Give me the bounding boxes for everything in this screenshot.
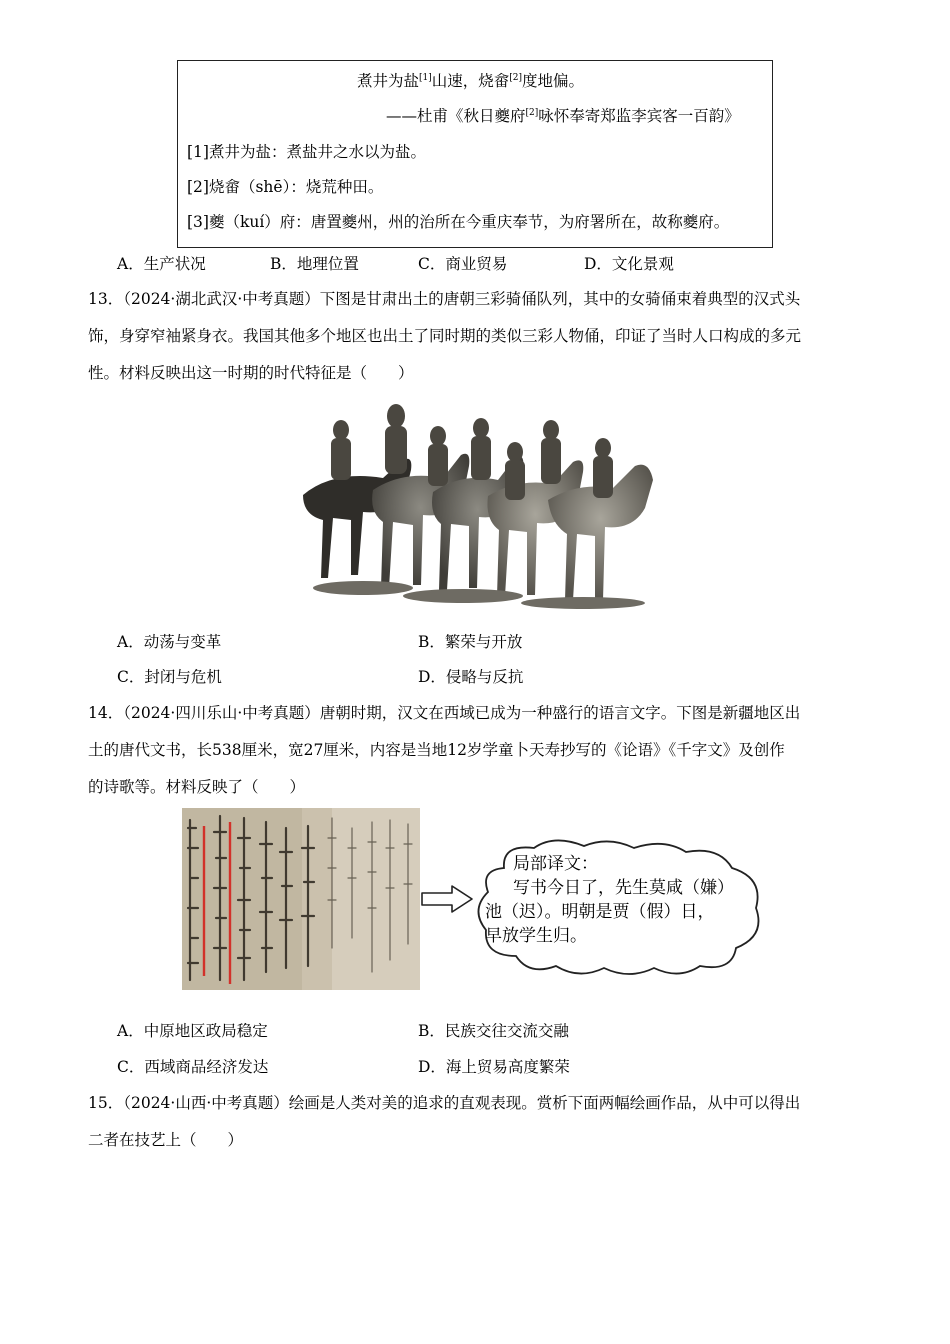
q12-option-a[interactable]: A．生产状况 [117, 255, 206, 273]
q12-option-b[interactable]: B．地理位置 [270, 255, 359, 273]
q14-stem-line: 土的唐代文书，长538厘米，宽27厘米，内容是当地12岁学童卜天寿抄写的《论语》《千字文》及创作 [88, 741, 785, 759]
q13-option-c[interactable]: C．封闭与危机 [117, 668, 222, 686]
q13-stem-line: 性。材料反映出这一时期的时代特征是（ ） [88, 364, 414, 382]
q13-stem-line: 13．（2024·湖北武汉·中考真题）下图是甘肃出土的唐朝三彩骑俑队列，其中的女骑俑束着典型的汉式头 [88, 290, 801, 308]
q12-option-d[interactable]: D．文化景观 [584, 255, 674, 273]
q13-option-b[interactable]: B．繁荣与开放 [418, 633, 523, 651]
poem-note: [3]夔（kuí）府：唐置夔州，州的治所在今重庆奉节，为府署所在，故称夔府。 [187, 213, 730, 231]
poem-note: [1]煮井为盐：煮盐井之水以为盐。 [187, 143, 426, 161]
q14-option-d[interactable]: D．海上贸易高度繁荣 [418, 1058, 570, 1076]
bubble-translation-line: 写书今日了，先生莫咸（嫌） [513, 878, 734, 898]
bubble-title: 局部译文： [513, 854, 598, 874]
bubble-translation-line: 池（迟）。明朝是贾（假）日， [485, 902, 715, 922]
q13-option-a[interactable]: A．动荡与变革 [117, 633, 222, 651]
q13-stem-line: 饰，身穿窄袖紧身衣。我国其他多个地区也出土了同时期的类似三彩人物俑，印证了当时人口构成的多元 [88, 327, 802, 345]
right-arrow-icon [420, 884, 474, 914]
tang-sancai-horsemen-image [293, 400, 665, 610]
poem-note: [2]烧畲（shē）：烧荒种田。 [187, 178, 384, 196]
q13-option-d[interactable]: D．侵略与反抗 [418, 668, 524, 686]
q14-option-b[interactable]: B．民族交往交流交融 [418, 1022, 569, 1040]
q14-option-a[interactable]: A．中原地区政局稳定 [117, 1022, 268, 1040]
q15-stem-line: 二者在技艺上（ ） [88, 1131, 244, 1149]
q12-option-c[interactable]: C．商业贸易 [418, 255, 508, 273]
poem-verse: 煮井为盐[1]山速，烧畲[2]度地偏。 [357, 72, 585, 90]
tang-manuscript-image [182, 808, 420, 990]
q14-stem-line: 14．（2024·四川乐山·中考真题）唐朝时期，汉文在西域已成为一种盛行的语言文字。下图是新疆地区出 [88, 704, 801, 722]
q15-stem-line: 15．（2024·山西·中考真题）绘画是人类对美的追求的直观表现。赏析下面两幅绘画作品，从中可以得出 [88, 1094, 801, 1112]
q14-option-c[interactable]: C．西域商品经济发达 [117, 1058, 269, 1076]
q14-stem-line: 的诗歌等。材料反映了（ ） [88, 778, 306, 796]
poem-source: ——杜甫《秋日夔府[2]咏怀奉寄郑监李宾客一百韵》 [386, 107, 740, 125]
bubble-translation-line: 早放学生归。 [485, 926, 587, 946]
